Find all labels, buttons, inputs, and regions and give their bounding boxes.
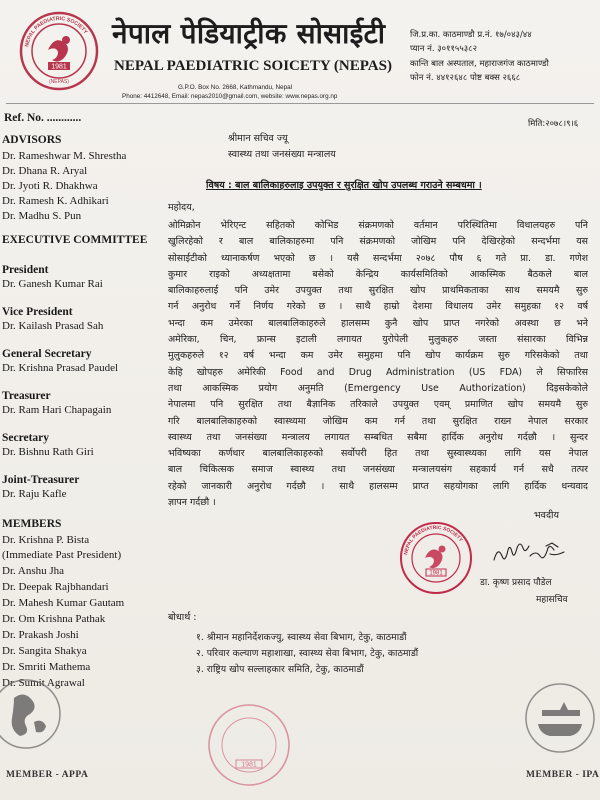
- body-line: भविष्यका कर्णधार बालबालिकाहरुको सर्वोपरी हित तथा सुस्वास्थ्यका लागि यस नेपाल: [168, 448, 588, 460]
- secretary-name: Dr. Bishnu Rath Giri: [2, 446, 94, 458]
- cc-item: २. परिवार कल्याण महाशाखा, स्वास्थ्य सेवा बिभाग, टेकु, काठमाडौं: [196, 648, 419, 659]
- body-line: भन्दा कम उमेरका बालबालिकाहरुले हालसम्म कुनै खोप प्राप्त नगरेको अवस्था छ भने: [168, 317, 588, 329]
- body-line: गर्न अनुरोध गर्ने निर्णय गरेको छ । साथै हाम्रो देशमा विधालय उमेर समुहका १२ वर्ष: [168, 301, 588, 313]
- org-title-nepali: नेपाल पेडियाट्रीक सोसाईटी: [112, 17, 386, 50]
- member-name: Dr. Anshu Jha: [2, 565, 65, 577]
- member-name: Dr. Mahesh Kumar Gautam: [2, 597, 125, 609]
- stamp-ring-text: NEPAL PAEDIATRIC SOCIETY: [403, 524, 464, 556]
- role-vice-president: Vice President: [2, 306, 73, 318]
- registration-info: [410, 28, 596, 85]
- body-line: स्वास्थ्य तथा जनसंख्या मन्त्रालय लगायत सम्बधित सबैमा हार्दिक अनुरोध गर्दछौ । सुन्दर: [168, 431, 588, 443]
- role-secretary: Secretary: [2, 432, 50, 444]
- nepas-logo: [18, 10, 100, 92]
- pan-line: प्यान नं. ३०११५५३८२: [410, 44, 478, 55]
- body-line: नेपालमा पनि सुरक्षित तथा बैज्ञानिक तरिकाले उपयुक्त एवम् प्रमाणित खोप समयमै सुरु: [168, 399, 588, 411]
- letter-body: [168, 218, 588, 511]
- vice-president-name: Dr. Kailash Prasad Sah: [2, 320, 104, 332]
- faded-stamp: [206, 700, 292, 790]
- header-divider: [6, 103, 594, 104]
- body-line: सोसाईटीको ध्यानाकर्षण भएको छ । यसै सन्दर्भमा २०७८ पौष ६ गते प्रा. डा. गणेश: [168, 252, 588, 264]
- logo-year: 1981: [51, 63, 67, 71]
- advisor-name: Dr. Dhana R. Aryal: [2, 165, 88, 177]
- body-line: ओमिक्रोन भेरिएन्ट सहितको कोभिड संक्रमणको वर्तमान परिस्थितिमा विधालयहरु पनि: [168, 220, 588, 231]
- treasurer-name: Dr. Ram Hari Chapagain: [2, 404, 112, 416]
- logo-ring-text: NEPAL PAEDIATRIC SOCIETY: [24, 15, 89, 48]
- cc-item: ३. राष्ट्रिय खोप सल्लाहकार समिति, टेकु, काठमाडौं: [196, 664, 364, 675]
- member-name: Dr. Krishna P. Bista: [2, 534, 90, 546]
- stamp-year: 1981: [429, 570, 443, 577]
- logo-abbr: (NEPAS): [49, 79, 69, 85]
- joint-treasurer-name: Dr. Raju Kafle: [2, 488, 67, 500]
- faded-stamp-year: 1981: [241, 761, 257, 769]
- handwritten-signature: [490, 540, 570, 568]
- member-name: Dr. Sumit Agrawal: [2, 677, 85, 689]
- member-name: Dr. Deepak Rajbhandari: [2, 581, 109, 593]
- closing: भवदीय: [534, 510, 559, 521]
- body-line: कुमार राइको अध्यक्षतामा बसेको केन्द्रिय कार्यसमितिको आकस्मिक बैठकले बाल: [168, 268, 588, 280]
- member-ipa-label: MEMBER - IPA: [526, 770, 600, 780]
- signatory-name: डा. कृष्ण प्रसाद पौडेल: [480, 578, 552, 588]
- advisor-name: Dr. Jyoti R. Dhakhwa: [2, 180, 98, 192]
- office-address-line: कान्ति बाल अस्पताल, महाराजगंज काठमाण्डौ: [410, 58, 549, 69]
- body-line: मुलुकहरुले १२ वर्ष भन्दा कम उमेर समुहमा पनि खोप कार्यक्रम सुरु गरिसकेको तथा: [168, 350, 588, 362]
- cc-item: १. श्रीमान महानिर्देशकज्यु, स्वास्थ्य सेवा बिभाग, टेकु, काठमाडौं: [196, 632, 407, 643]
- advisor-name: Dr. Madhu S. Pun: [2, 210, 82, 222]
- signatory-title: महासचिव: [536, 595, 568, 605]
- general-secretary-name: Dr. Krishna Prasad Paudel: [2, 362, 119, 374]
- ref-number: Ref. No. ............: [4, 112, 82, 124]
- recipient-ministry: स्वास्थ्य तथा जनसंख्या मन्त्रालय: [228, 149, 336, 160]
- role-president: President: [2, 264, 49, 276]
- role-treasurer: Treasurer: [2, 390, 51, 402]
- body-line: बालिकाहरुलाई पनि उमेर उपयुक्त तथा सुरक्षित खोप प्राथमिकताका साथ समयमै सुरु: [168, 285, 588, 297]
- recipient-title: श्रीमान सचिव ज्यू: [228, 133, 288, 144]
- cc-label: बोधार्थ :: [168, 612, 197, 623]
- ipa-emblem: [498, 680, 600, 760]
- member-apa-label: MEMBER - APPA: [6, 770, 89, 780]
- body-line: बाल चिकित्सक समाज स्वास्थ्य तथा जनसंख्या मन्त्रालयसंग सहकार्य गर्न सधै तत्पर: [168, 464, 588, 476]
- society-stamp: [398, 520, 474, 596]
- advisor-name: Dr. Rameshwar M. Shrestha: [2, 150, 127, 162]
- body-line: ज्ञापन गर्दछौ ।: [168, 497, 216, 509]
- member-name: Dr. Sangita Shakya: [2, 645, 87, 657]
- body-line: अमेरिका, चिन, फ्रान्स इटाली लगायत युरोपेली मुलुकहरु जस्ता संसारका विभिन्न: [168, 334, 588, 346]
- advisors-heading: ADVISORS: [2, 134, 62, 146]
- member-name: Dr. Om Krishna Pathak: [2, 613, 106, 625]
- postal-address: G.P.O. Box No. 2668, Kathmandu, Nepal: [178, 84, 292, 91]
- president-name: Dr. Ganesh Kumar Rai: [2, 278, 103, 290]
- members-heading: MEMBERS: [2, 518, 62, 530]
- member-name: Dr. Smriti Mathema: [2, 661, 91, 673]
- advisor-name: Dr. Ramesh K. Adhikari: [2, 195, 109, 207]
- apa-emblem: [0, 668, 70, 754]
- body-line: केहि खोपहरु अमेरिकी Food and Drug Administration (US FDA) ले सिफारिस: [168, 366, 588, 378]
- salutation: महोदय,: [168, 202, 195, 213]
- executive-heading: EXECUTIVE COMMITTEE: [2, 234, 148, 246]
- role-general-secretary: General Secretary: [2, 348, 92, 360]
- member-note: (Immediate Past President): [2, 549, 122, 561]
- body-line: तथा आकस्मिक प्रयोग अनुमति (Emergency Use Authorization) दिइसकेकोले: [168, 382, 588, 394]
- member-name: Dr. Prakash Joshi: [2, 629, 79, 641]
- body-line: खुलिरहेको र बाल बालिकाहरुमा पनि संक्रमणको जोखिम पनि देखिरहेको सन्दर्भमा यस: [168, 236, 588, 248]
- letter-date: मिति:२०७८।९।६: [528, 119, 579, 129]
- letter-subject: विषय : बाल बालिकाहरुलाइ उपयुक्त र सुरक्षित खोप उपलब्ध गराउने सम्बधमा ।: [206, 180, 482, 191]
- contact-line: Phone: 4412648, Email: nepas2010@gmail.com, website: www.nepas.org.np: [122, 93, 338, 100]
- body-line: रहेको जानकारी अनुरोध गर्दछौ । साथै हालसम्म प्राप्त सहयोगका लागि हार्दिक धन्यवाद: [168, 480, 588, 492]
- registration-line: जि.प्र.का. काठमाण्डौ प्र.नं. १७/०४३/४४: [410, 30, 532, 40]
- body-line: गरि बालबालिकाहरुको स्वास्थ्यमा जोखिम कम गर्न तथा सुरक्षित राख्न नेपाल सरकार: [168, 415, 588, 427]
- org-title-english: NEPAL PAEDIATRIC SOICETY (NEPAS): [114, 58, 392, 74]
- role-joint-treasurer: Joint-Treasurer: [2, 474, 80, 486]
- phone-pobox-line: फोन नं. ४४१२६४८ पोष्ट बक्स २६६८: [410, 72, 521, 83]
